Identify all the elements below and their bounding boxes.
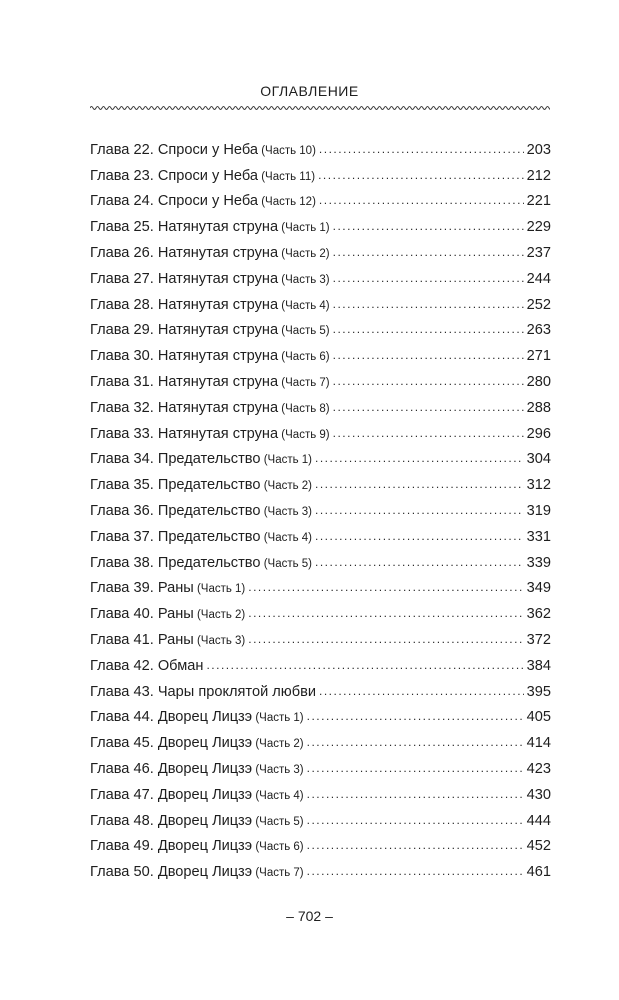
- chapter-title: Дворец Лицзэ: [157, 709, 253, 726]
- toc-entry-title: [90, 709, 304, 725]
- dot-leader: [333, 295, 524, 313]
- chapter-title: Спроси у Неба: [157, 141, 258, 158]
- dot-leader: [333, 320, 524, 338]
- chapter-part: (Часть 3): [260, 505, 313, 518]
- chapter-title: Натянутая струна: [157, 425, 279, 442]
- chapter-part: (Часть 9): [278, 428, 330, 441]
- toc-entry-title: [90, 245, 330, 261]
- chapter-part: (Часть 6): [278, 351, 330, 364]
- page-number: 304: [526, 451, 551, 468]
- toc-entry: [90, 132, 551, 158]
- chapter-title: Натянутая струна: [157, 399, 279, 416]
- dot-leader: [315, 475, 524, 493]
- dot-leader: [315, 449, 524, 467]
- chapter-number: Глава 32.: [90, 399, 154, 416]
- chapter-part: (Часть 1): [252, 712, 304, 725]
- chapter-title: Спроси у Неба: [157, 193, 258, 210]
- chapter-title: Натянутая струна: [157, 322, 279, 339]
- toc-entry: [90, 751, 551, 777]
- page-number: 395: [526, 683, 551, 700]
- toc-entry: [90, 416, 551, 442]
- toc-entry: [90, 777, 551, 803]
- chapter-part: (Часть 5): [260, 557, 313, 570]
- chapter-title: Предательство: [157, 528, 261, 545]
- page-number: 372: [526, 631, 551, 648]
- chapter-title: Предательство: [157, 502, 261, 519]
- chapter-part: (Часть 4): [252, 789, 304, 802]
- dot-leader: [307, 811, 524, 829]
- toc-entry: [90, 493, 551, 519]
- toc-entry: [90, 235, 551, 261]
- chapter-number: Глава 42.: [90, 657, 154, 674]
- chapter-number: Глава 36.: [90, 502, 154, 519]
- chapter-title: Натянутая струна: [157, 296, 279, 313]
- chapter-number: Глава 43.: [90, 683, 154, 700]
- dot-leader: [333, 217, 524, 235]
- toc-entry-title: [90, 606, 245, 622]
- chapter-part: (Часть 3): [278, 273, 330, 286]
- chapter-number: Глава 33.: [90, 425, 154, 442]
- chapter-title: Предательство: [157, 477, 261, 494]
- chapter-part: (Часть 2): [252, 738, 304, 751]
- toc-entry-title: [90, 529, 312, 545]
- toc-entry-title: [90, 864, 304, 880]
- table-of-contents: [90, 132, 551, 880]
- chapter-number: Глава 29.: [90, 322, 154, 339]
- toc-entry: [90, 467, 551, 493]
- dot-leader: [206, 656, 523, 674]
- toc-entry: [90, 700, 551, 726]
- chapter-title: Натянутая струна: [157, 244, 279, 261]
- chapter-part: (Часть 5): [252, 815, 304, 828]
- running-header: ОГЛАВЛЕНИЕ: [260, 83, 359, 99]
- chapter-number: Глава 47.: [90, 786, 154, 803]
- page-number: 221: [526, 193, 551, 210]
- toc-entry: [90, 184, 551, 210]
- chapter-title: Дворец Лицзэ: [157, 864, 253, 881]
- toc-entry-title: [90, 297, 330, 313]
- page-number: 263: [526, 322, 551, 339]
- chapter-title: Чары проклятой любви: [157, 683, 317, 700]
- page-number: 349: [526, 580, 551, 597]
- dot-leader: [319, 140, 524, 158]
- chapter-title: Дворец Лицзэ: [157, 786, 253, 803]
- toc-entry-title: [90, 735, 304, 751]
- chapter-number: Глава 41.: [90, 631, 154, 648]
- toc-entry: [90, 261, 551, 287]
- chapter-part: (Часть 7): [278, 376, 330, 389]
- chapter-part: (Часть 4): [260, 531, 313, 544]
- dot-leader: [248, 604, 523, 622]
- chapter-number: Глава 30.: [90, 348, 154, 365]
- chapter-part: (Часть 1): [193, 583, 246, 596]
- toc-entry-title: [90, 580, 245, 596]
- chapter-part: (Часть 2): [278, 247, 330, 260]
- page-number: 384: [526, 657, 551, 674]
- chapter-title: Спроси у Неба: [157, 167, 258, 184]
- chapter-part: (Часть 2): [260, 480, 313, 493]
- chapter-number: Глава 27.: [90, 270, 154, 287]
- dot-leader: [318, 166, 524, 184]
- folio: – 702 –: [286, 908, 333, 924]
- chapter-title: Раны: [157, 580, 194, 597]
- chapter-part: (Часть 5): [278, 325, 330, 338]
- toc-entry: [90, 338, 551, 364]
- toc-entry-title: [90, 426, 330, 442]
- page-number: 423: [526, 760, 551, 777]
- page-number: 405: [526, 709, 551, 726]
- dot-leader: [333, 424, 524, 442]
- toc-entry-title: [90, 451, 312, 467]
- toc-entry: [90, 622, 551, 648]
- toc-entry: [90, 571, 551, 597]
- chapter-part: (Часть 10): [258, 144, 316, 157]
- chapter-title: Обман: [157, 657, 204, 674]
- page-number: 237: [526, 244, 551, 261]
- toc-entry-title: [90, 503, 312, 519]
- chapter-number: Глава 28.: [90, 296, 154, 313]
- dot-leader: [319, 682, 524, 700]
- dot-leader: [307, 862, 524, 880]
- toc-entry-title: [90, 555, 312, 571]
- toc-entry: [90, 390, 551, 416]
- dot-leader: [315, 501, 524, 519]
- chapter-title: Натянутая струна: [157, 219, 279, 236]
- toc-entry: [90, 545, 551, 571]
- toc-entry: [90, 803, 551, 829]
- page-number: 288: [526, 399, 551, 416]
- dot-leader: [315, 553, 524, 571]
- page-number: 212: [526, 167, 551, 184]
- dot-leader: [333, 269, 524, 287]
- chapter-title: Предательство: [157, 451, 261, 468]
- toc-entry: [90, 364, 551, 390]
- page-number: 331: [526, 528, 551, 545]
- page-number: 244: [526, 270, 551, 287]
- toc-entry-title: [90, 787, 304, 803]
- page-number: 452: [526, 838, 551, 855]
- chapter-number: Глава 40.: [90, 606, 154, 623]
- chapter-title: Дворец Лицзэ: [157, 812, 253, 829]
- page-number: 319: [526, 502, 551, 519]
- page-number: 252: [526, 296, 551, 313]
- dot-leader: [248, 630, 523, 648]
- page-number: 280: [526, 373, 551, 390]
- page-number: 203: [526, 141, 551, 158]
- chapter-title: Натянутая струна: [157, 373, 279, 390]
- dot-leader: [315, 527, 524, 545]
- chapter-number: Глава 49.: [90, 838, 154, 855]
- toc-entry-title: [90, 400, 330, 416]
- toc-entry-title: [90, 219, 330, 235]
- chapter-title: Предательство: [157, 554, 261, 571]
- chapter-part: (Часть 1): [278, 222, 330, 235]
- dot-leader: [248, 578, 523, 596]
- toc-entry-title: [90, 142, 316, 158]
- dot-leader: [307, 707, 524, 725]
- chapter-part: (Часть 7): [252, 867, 304, 880]
- chapter-title: Раны: [157, 606, 194, 623]
- chapter-number: Глава 37.: [90, 528, 154, 545]
- dot-leader: [333, 243, 524, 261]
- toc-entry-title: [90, 193, 316, 209]
- chapter-title: Дворец Лицзэ: [157, 760, 253, 777]
- chapter-title: Натянутая струна: [157, 348, 279, 365]
- page-number: 430: [526, 786, 551, 803]
- chapter-title: Дворец Лицзэ: [157, 838, 253, 855]
- dot-leader: [307, 733, 524, 751]
- page-number: 339: [526, 554, 551, 571]
- toc-entry: [90, 648, 551, 674]
- toc-entry: [90, 442, 551, 468]
- chapter-part: (Часть 2): [193, 609, 246, 622]
- dot-leader: [333, 398, 524, 416]
- toc-entry-title: [90, 813, 304, 829]
- chapter-part: (Часть 1): [260, 454, 313, 467]
- chapter-number: Глава 25.: [90, 219, 154, 236]
- chapter-number: Глава 31.: [90, 373, 154, 390]
- toc-entry-title: [90, 271, 330, 287]
- toc-entry-title: [90, 684, 316, 700]
- toc-entry-title: [90, 322, 330, 338]
- chapter-title: Раны: [157, 631, 194, 648]
- chapter-title: Натянутая струна: [157, 270, 279, 287]
- dot-leader: [333, 372, 524, 390]
- wavy-divider: [90, 104, 550, 112]
- page-number: 296: [526, 425, 551, 442]
- chapter-number: Глава 38.: [90, 554, 154, 571]
- toc-entry: [90, 313, 551, 339]
- chapter-number: Глава 35.: [90, 477, 154, 494]
- chapter-part: (Часть 4): [278, 299, 330, 312]
- chapter-number: Глава 50.: [90, 864, 154, 881]
- toc-entry: [90, 854, 551, 880]
- chapter-number: Глава 23.: [90, 167, 154, 184]
- page-number: 312: [526, 477, 551, 494]
- dot-leader: [307, 785, 524, 803]
- toc-entry-title: [90, 374, 330, 390]
- dot-leader: [333, 346, 524, 364]
- chapter-number: Глава 34.: [90, 451, 154, 468]
- chapter-part: (Часть 6): [252, 841, 304, 854]
- dot-leader: [307, 836, 524, 854]
- toc-entry: [90, 829, 551, 855]
- chapter-number: Глава 45.: [90, 735, 154, 752]
- toc-entry-title: [90, 838, 304, 854]
- toc-entry-title: [90, 658, 203, 674]
- toc-entry: [90, 158, 551, 184]
- toc-entry: [90, 287, 551, 313]
- page-number: 444: [526, 812, 551, 829]
- page-number: 271: [526, 348, 551, 365]
- chapter-number: Глава 24.: [90, 193, 154, 210]
- page-number: 229: [526, 219, 551, 236]
- chapter-number: Глава 26.: [90, 244, 154, 261]
- toc-entry-title: [90, 761, 304, 777]
- toc-entry: [90, 209, 551, 235]
- chapter-part: (Часть 3): [193, 634, 246, 647]
- toc-entry: [90, 725, 551, 751]
- dot-leader: [319, 191, 524, 209]
- chapter-number: Глава 44.: [90, 709, 154, 726]
- page-number: 414: [526, 735, 551, 752]
- page-number: 362: [526, 606, 551, 623]
- chapter-number: Глава 46.: [90, 760, 154, 777]
- dot-leader: [307, 759, 524, 777]
- chapter-part: (Часть 3): [252, 763, 304, 776]
- toc-entry-title: [90, 632, 245, 648]
- chapter-number: Глава 22.: [90, 141, 154, 158]
- chapter-number: Глава 48.: [90, 812, 154, 829]
- chapter-part: (Часть 11): [258, 170, 316, 183]
- toc-entry: [90, 596, 551, 622]
- toc-entry-title: [90, 477, 312, 493]
- toc-entry-title: [90, 168, 315, 184]
- toc-entry-title: [90, 348, 330, 364]
- page-number: 461: [526, 864, 551, 881]
- toc-entry: [90, 674, 551, 700]
- chapter-number: Глава 39.: [90, 580, 154, 597]
- chapter-title: Дворец Лицзэ: [157, 735, 253, 752]
- chapter-part: (Часть 8): [278, 402, 330, 415]
- toc-entry: [90, 519, 551, 545]
- chapter-part: (Часть 12): [258, 196, 316, 209]
